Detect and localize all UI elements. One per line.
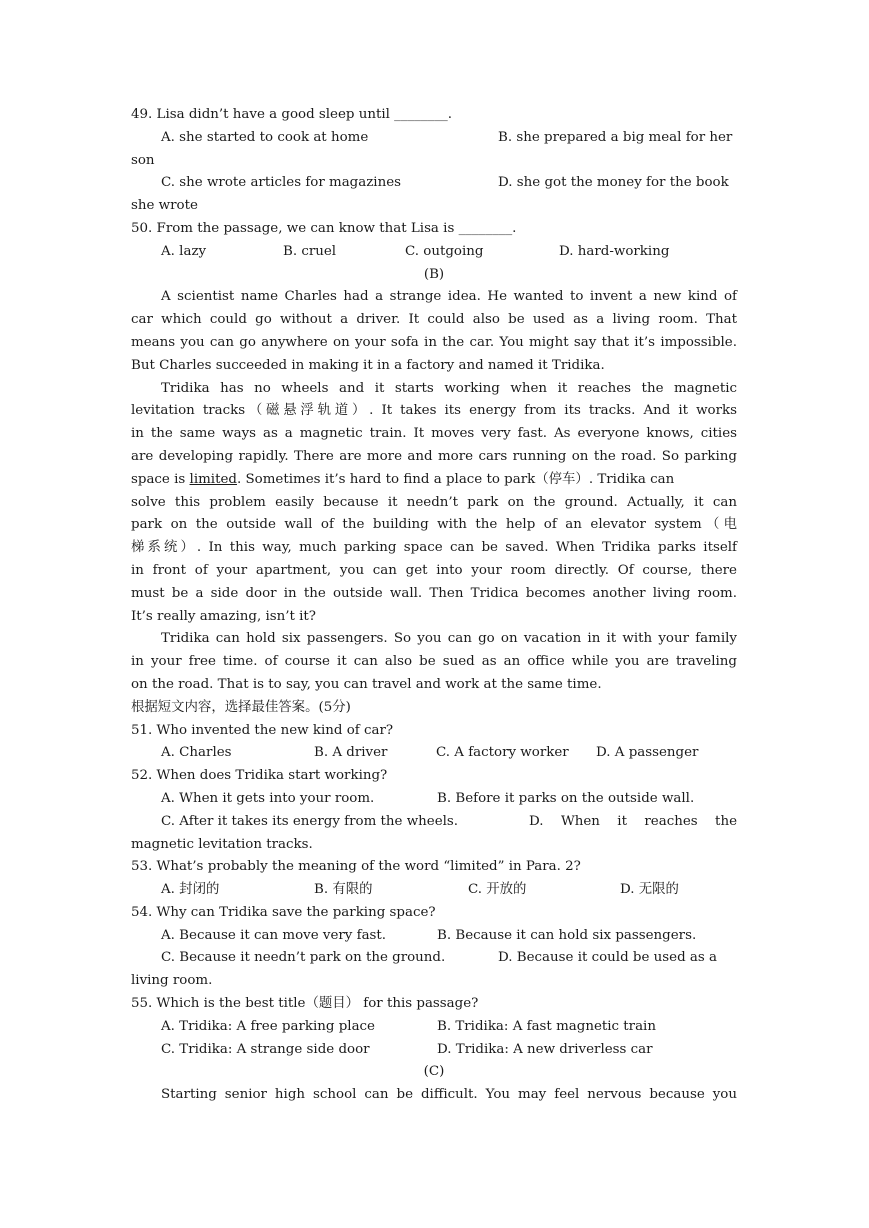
question-50-stem: 50. From the passage, we can know that Lisa is ________. [131,220,517,236]
option-53-d: D. 无限的 [620,882,679,898]
question-52-options-row1 [131,788,737,811]
option-51-d: D. A passenger [596,745,699,761]
option-49-a: A. she started to cook at home [161,129,369,145]
question-53-stem: 53. What’s probably the meaning of the word “limited” in Para. 2? [131,859,581,875]
question-51-options [131,742,737,765]
option-54-d: D. Because it could be used as a [498,950,718,966]
passage-p2-line11: It’s really amazing, isn’t it? [131,608,316,624]
option-49-d-continued: she wrote [131,198,198,214]
passage-c-line1: Starting senior high school can be difficult. You may feel nervous because you [161,1087,737,1103]
option-50-c: C. outgoing [405,243,484,259]
option-50-a: A. lazy [161,243,207,259]
option-55-b: B. Tridika: A fast magnetic train [437,1018,656,1034]
question-54-options-row1 [131,925,737,948]
question-51-stem: 51. Who invented the new kind of car? [131,722,394,738]
option-51-c: C. A factory worker [436,745,569,761]
question-55-options-row1 [131,1016,737,1039]
option-55-a: A. Tridika: A free parking place [161,1018,375,1034]
passage-p2-line5-post: . Sometimes it’s hard to find a place to park（停车）. Tridika can [236,471,675,487]
option-54-a: A. Because it can move very fast. [161,927,387,943]
option-53-a: A. 封闭的 [161,882,220,898]
passage-p1-line3: means you can go anywhere on your sofa in the car. You might say that it’s impossible. [131,334,737,350]
option-54-d-continued: living room. [131,973,213,989]
option-49-d: D. she got the money for the book [498,175,729,191]
option-54-b: B. Because it can hold six passengers. [437,927,697,943]
option-52-b: B. Before it parks on the outside wall. [437,790,695,806]
question-55-stem: 55. Which is the best title（题目） for this passage? [131,996,479,1012]
question-49-options-row2 [131,172,737,195]
passage-p2-line6: solve this problem easily because it needn’t park on the ground. Actually, it can [131,494,737,510]
option-49-b-continued: son [131,152,155,168]
passage-p2-line9: in front of your apartment, you can get into your room directly. Of course, there [131,562,737,578]
question-52-options-row2 [131,811,737,834]
section-c-heading: (C) [423,1064,445,1080]
passage-p1-line2: car which could go without a driver. It could also be used as a living room. That [131,312,737,328]
exam-page [131,104,737,1107]
option-49-b: B. she prepared a big meal for her [498,129,733,145]
option-53-c: C. 开放的 [468,882,527,898]
passage-p2-line1: Tridika has no wheels and it starts working when it reaches the magnetic [161,380,737,396]
section-b-heading: (B) [423,266,445,282]
passage-p2-line3: in the same ways as a magnetic train. It moves very fast. As everyone knows, cities [131,426,737,442]
option-51-b: B. A driver [314,745,388,761]
option-55-c: C. Tridika: A strange side door [161,1041,370,1057]
passage-p1-line1: A scientist name Charles had a strange idea. He wanted to invent a new kind of [161,289,737,305]
option-53-b: B. 有限的 [314,882,373,898]
passage-p2-line4: are developing rapidly. There are more and more cars running on the road. So parking [131,448,737,464]
passage-p2-line10: must be a side door in the outside wall. Then Tridica becomes another living room. [131,585,737,601]
option-49-c: C. she wrote articles for magazines [161,175,401,191]
question-54-stem: 54. Why can Tridika save the parking space? [131,904,436,920]
passage-p2-line5 [131,469,737,492]
question-49-stem: 49. Lisa didn’t have a good sleep until ________. [131,107,453,122]
question-55-options-row2 [131,1039,737,1062]
option-54-c: C. Because it needn’t park on the ground. [161,950,446,966]
option-52-a: A. When it gets into your room. [161,790,375,806]
option-50-b: B. cruel [283,243,337,259]
instruction: 根据短文内容，选择最佳答案。(5分) [131,699,351,715]
question-49-options-row1 [131,127,737,150]
passage-p2-line2: levitation tracks（磁悬浮轨道）. It takes its energy from its tracks. And it works [131,403,737,419]
passage-p3-line3: on the road. That is to say, you can travel and work at the same time. [131,676,602,692]
option-52-d-continued: magnetic levitation tracks. [131,836,313,852]
passage-p2-line8: 梯系统）. In this way, much parking space can be saved. When Tridika parks itself [131,540,737,556]
passage-p3-line2: in your free time. of course it can also be sued as an office while you are traveling [131,654,737,670]
question-50-options [131,241,737,264]
option-50-d: D. hard-working [559,243,670,259]
passage-p2-line5-pre: space is [131,471,190,487]
passage-p1-line4: But Charles succeeded in making it in a factory and named it Tridika. [131,357,605,373]
question-53-options [131,879,737,902]
option-55-d: D. Tridika: A new driverless car [437,1041,653,1057]
option-52-d: D. When it reaches the [529,813,737,829]
passage-p2-line7: park on the outside wall of the building with the help of an elevator system（电 [131,517,737,533]
question-52-stem: 52. When does Tridika start working? [131,768,388,784]
underlined-word-limited: limited [189,471,237,487]
option-52-c: C. After it takes its energy from the wheels. [161,813,459,829]
option-51-a: A. Charles [161,745,232,761]
passage-p3-line1: Tridika can hold six passengers. So you can go on vacation in it with your family [161,631,737,647]
question-54-options-row2 [131,947,737,970]
